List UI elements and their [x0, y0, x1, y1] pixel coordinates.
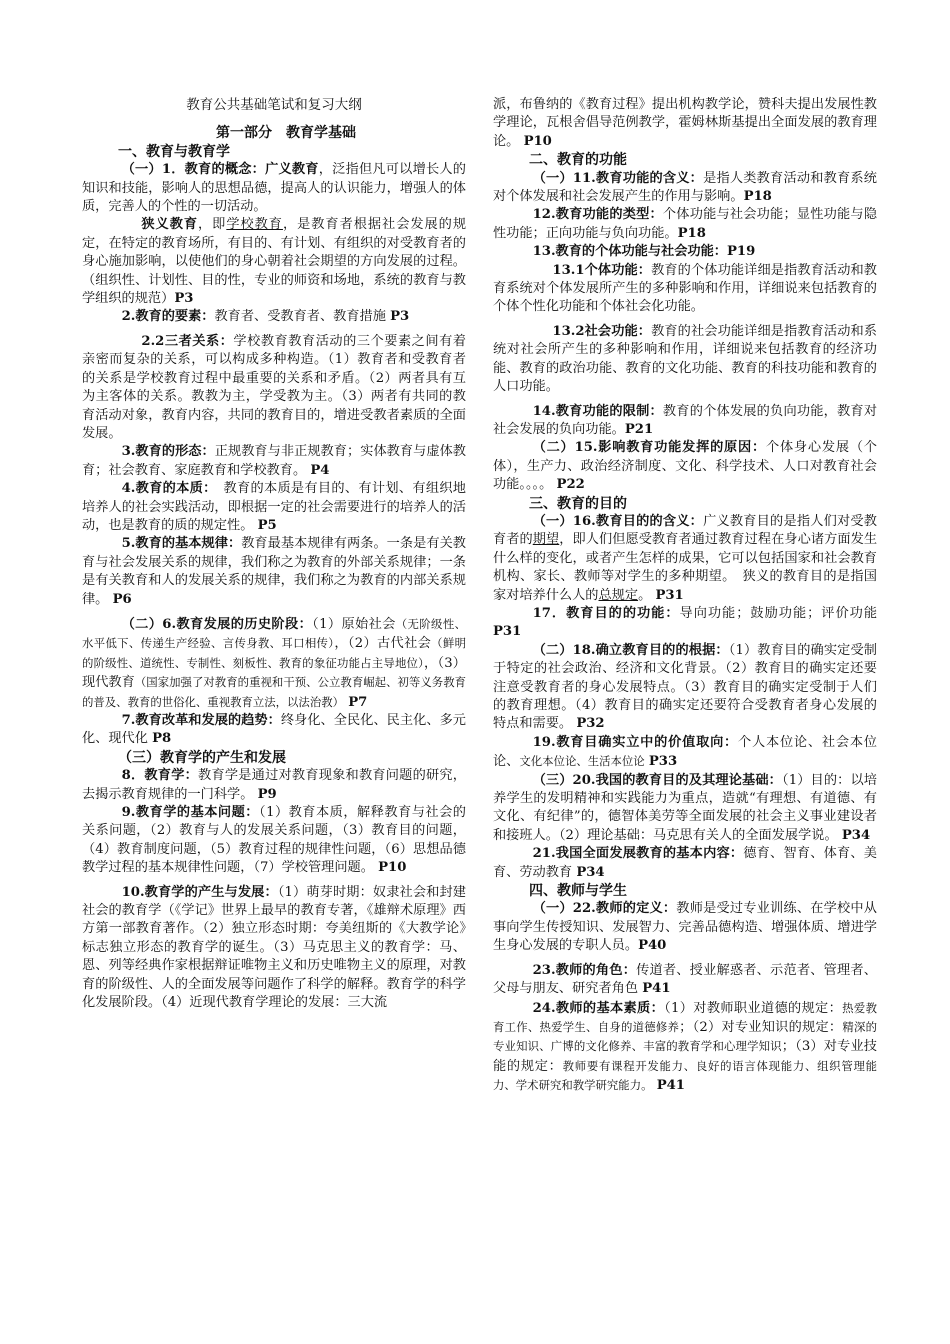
- right-column: [493, 96, 877, 1096]
- paragraph: （二）18.确立教育目的的根据：（1）教育目的确实定受制于特定的社会政治、经济和文化背景。（2）教育目的确实定还要注意受教育者的身心发展特点。（3）教育目的确实定受制于人们的教育理想。（4）教育目的确实定还要符合受教育者身心发展的特点和需要。 P32: [493, 642, 877, 732]
- section-heading: 二、教育的功能: [529, 152, 627, 169]
- document-title: 教育公共基础笔试和复习大纲: [186, 97, 362, 113]
- paragraph: 13.教育的个体功能与社会功能：P19: [532, 244, 756, 260]
- paragraph: 9.教育学的基本问题：（1）教育本质，解释教育与社会的关系问题，（2）教育与人的发展关系问题，（3）教育目的问题，（4）教育制度问题，（5）教育过程的规律性问题，（6）思想品德教学过程的基本规律性问题，（7）学校管理问题。 P10: [82, 805, 466, 876]
- paragraph: （二）6.教育发展的历史阶段：（1）原始社会（无阶级性、水平低下、传递生产经验、言传身教、耳口相传），（2）古代社会（鲜明的阶级性、道统性、专制性、刻板性、教育的象征功能占主导地位），（3）现代教育（国家加强了对教育的重视和干预、公立教育崛起、初等义务教育的普及、教育的世俗化、重视教育立法，以法治教） P7: [82, 616, 466, 710]
- paragraph: （一）16.教育目的的含义：广义教育目的是指人们对受教育者的期望，即人们但愿受教育者通过教育过程在身心诸方面发生什么样的变化，或者产生怎样的成果，它可以包括国家和社会教育机构、家长、教师等对学生的多种期望。 狭义的教育目的是指国家对培养什么人的总规定。 P31: [493, 513, 878, 603]
- paragraph: 7.教育改革和发展的趋势：终身化、全民化、民主化、多元化、现代化 P8: [82, 713, 466, 747]
- paragraph: （三）20.我国的教育目的及其理论基础：（1）目的：以培养学生的发明精神和实践能力为重点，造就“有理想、有道德、有文化、有纪律”的，德智体美劳等全面发展的社会主义事业建设者和接班人。（2）理论基础：马克思有关人的全面发展学说。 P34: [493, 772, 877, 843]
- paragraph: 2.教育的要素：教育者、受教育者、教育措施 P3: [121, 309, 410, 325]
- paragraph: 派，布鲁纳的《教育过程》提出机构教学论，赞科夫提出发展性教学理论，瓦根舍倡导范例教学，霍姆林斯基提出全面发展的教育理论。 P10: [493, 97, 877, 149]
- section-heading: 一、教育与教育学: [118, 143, 230, 160]
- left-column: [82, 96, 466, 1013]
- paragraph: 2.2三者关系：学校教育教育活动的三个要素之间有着亲密而复杂的关系，可以构成多种构造。（1）教育者和受教育者的关系是学校教育过程中最重要的关系和矛盾。（2）两者具有互为主客体的关系。教教为主，学受教为主。（3）两者有共同的教育活动对象，教育内容，共同的教育目的，增进受教者素质的全面发展。: [82, 333, 466, 441]
- section-heading: 三、教育的目的: [529, 495, 627, 512]
- paragraph: （一）1．教育的概念：广义教育，泛指但凡可以增长人的知识和技能，影响人的思想品德，提高人的认识能力，增强人的体质，完善人的个性的一切活动。: [82, 162, 466, 215]
- sub-heading: （三）教育学的产生和发展: [118, 749, 286, 766]
- paragraph: （一）11.教育功能的含义：是指人类教育活动和教育系统对个体发展和社会发展产生的作用与影响。P18: [493, 170, 877, 205]
- paragraph: 狭义教育，即学校教育，是教育者根据社会发展的规定，在特定的教育场所，有目的、有计划、有组织的对受教育者的身心施加影响，以使他们的身心朝着社会期望的方向发展的过程。（组织性、计划性、目的性，专业的师资和场地，系统的教育与教学组织的规范）P3: [82, 217, 467, 307]
- paragraph: 21.我国全面发展教育的基本内容：德育、智育、体育、美育、劳动教育 P34: [493, 846, 877, 880]
- paragraph: 23.教师的角色：传道者、授业解惑者、示范者、管理者、父母与朋友、研究者角色 P41: [493, 962, 877, 997]
- paragraph: 17．教育目的的功能：导向功能；鼓励功能；评价功能 P31: [493, 605, 878, 640]
- paragraph: 12.教育功能的类型：个体功能与社会功能；显性功能与隐性功能；正向功能与负向功能。P18: [493, 207, 878, 241]
- paragraph: 10.教育学的产生与发展：（1）萌芽时期：奴隶社会和封建社会的教育学（《学记》世界上最早的教育专著，《雄辩术原理》西方第一部教育著作。（2）独立形态时期：夸美纽斯的《大教学论》标志独立形态的教育学的诞生。（3）马克思主义的教育学：马、恩、列等经典作家根据辩证唯物主义和历史唯物主义的原理，对教育的阶级性、人的全面发展等问题作了科学的解释。教育学的科学化发展阶段。（4）近现代教育学理论的发展：三大流: [82, 884, 466, 1011]
- paragraph: 3.教育的形态：正规教育与非正规教育；实体教育与虚体教育；社会教育、家庭教育和学校教育。 P4: [82, 444, 466, 478]
- paragraph: 19.教育目确实立中的价值取向：个人本位论、社会本位论、文化本位论、生活本位论 P33: [493, 734, 877, 770]
- paragraph: 5.教育的基本规律：教育最基本规律有两条。一条是有关教育与社会发展关系的规律，我们称之为教育的外部关系规律；一条是有关教育和人的发展关系的规律，我们称之为教育的内部关系规律。 P6: [82, 536, 466, 607]
- paragraph: 13.2社会功能：教育的社会功能详细是指教育活动和系统对社会所产生的多种影响和作用，详细说来包括教育的经济功能、教育的政治功能、教育的文化功能、教育的科技功能和教育的人口功能。: [493, 323, 877, 395]
- section-heading: 四、教师与学生: [529, 883, 627, 900]
- paragraph: 13.1个体功能：教育的个体功能详细是指教育活动和教育系统对个体发展所产生的多种影响和作用，详细说来包括教育的个体个性化功能和个体社会化功能。: [493, 262, 877, 315]
- paragraph: 4.教育的本质： 教育的本质是有目的、有计划、有组织地培养人的社会实践活动，即根据一定的社会需要进行的培养人的活动，也是教育的质的规定性。 P5: [82, 481, 466, 533]
- paragraph: 14.教育功能的限制：教育的个体发展的负向功能，教育对社会发展的负向功能。P21: [493, 403, 878, 437]
- paragraph: （一）22.教师的定义：教师是受过专业训练、在学校中从事向学生传授知识、发展智力、完善品德构造、增强体质、增进学生身心发展的专职人员。P40: [493, 901, 877, 954]
- paragraph: （二）15.影响教育功能发挥的原因：个体身心发展（个体），生产力、政治经济制度、文化、科学技术、人口对教育社会功能。。。。 P22: [493, 440, 877, 493]
- paragraph: 24.教师的基本素质：（1）对教师职业道德的规定：热爱教育工作、热爱学生、自身的道德修养；（2）对专业知识的规定：精深的专业知识、广博的文化修养、丰富的教育学和心理学知识；（3）对专业技能的规定：教师要有课程开发能力、良好的语言体现能力、组织管理能力、学术研究和教学研究能力。 P41: [493, 1000, 877, 1094]
- paragraph: 8．教育学：教育学是通过对教育现象和教育问题的研究，去揭示教育规律的一门科学。 P9: [82, 768, 466, 802]
- part-title: 第一部分 教育学基础: [216, 125, 356, 142]
